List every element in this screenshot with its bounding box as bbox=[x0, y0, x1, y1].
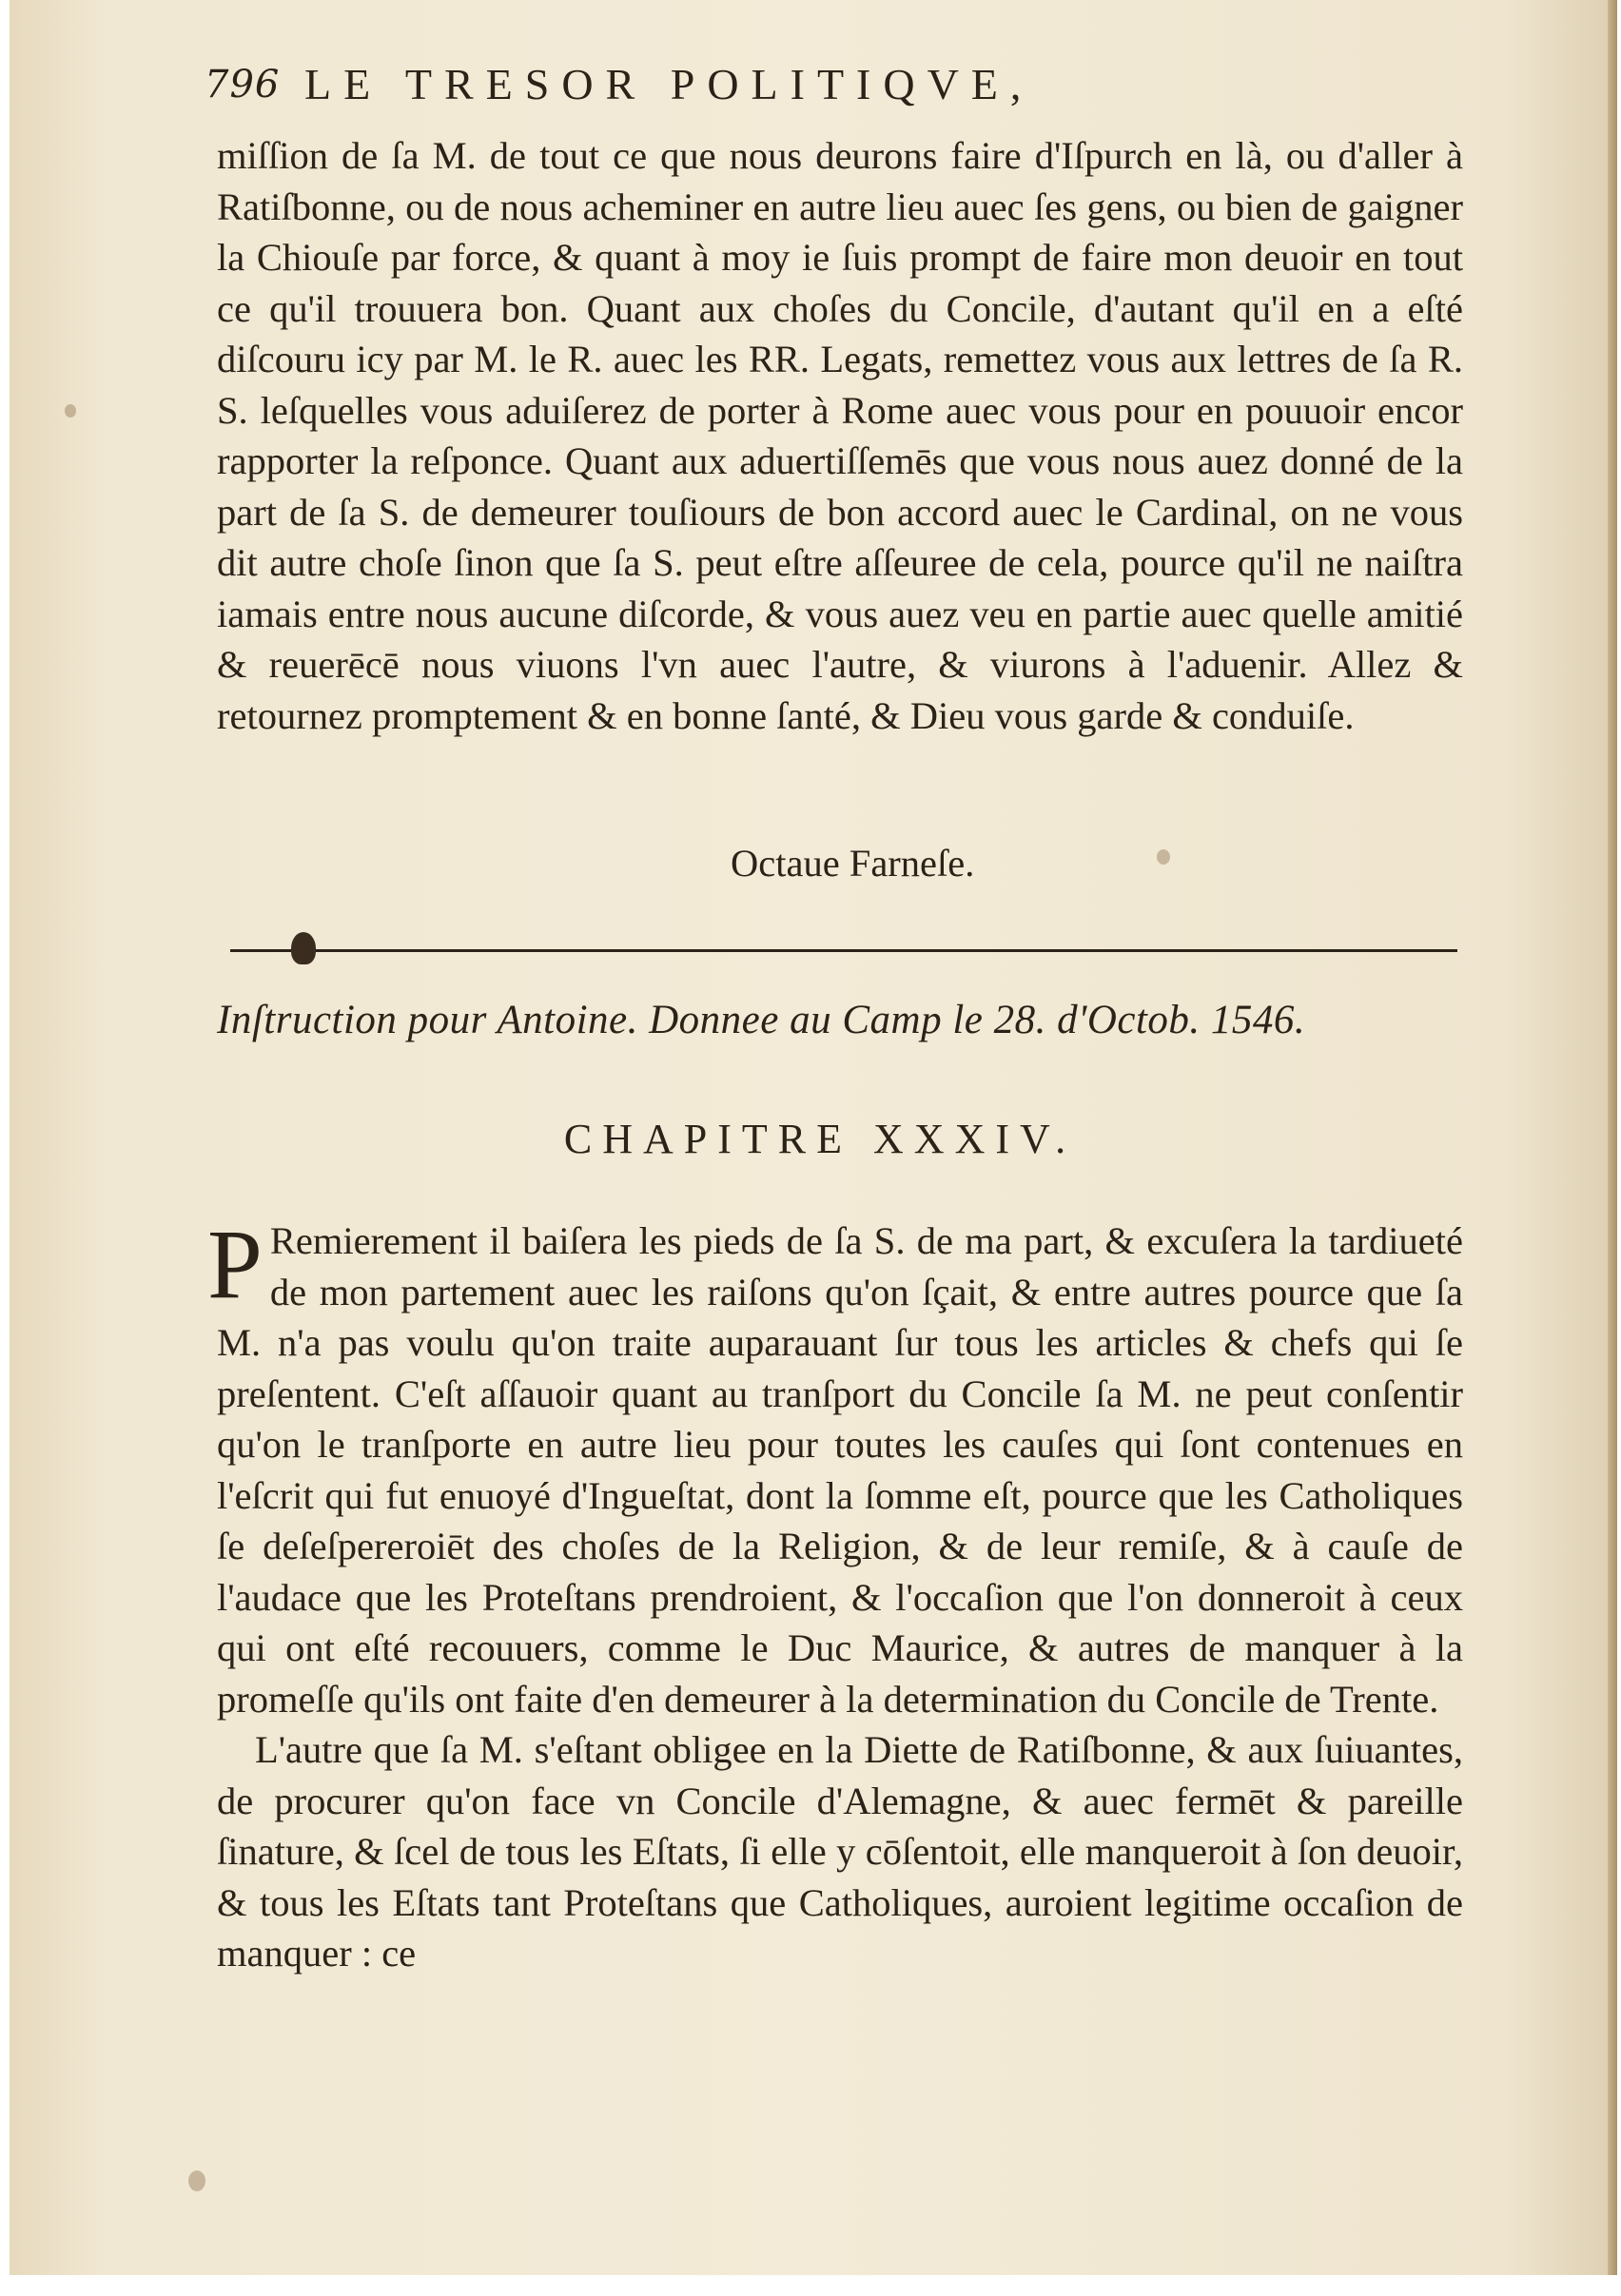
letter-paragraph: miſſion de ſa M. de tout ce que nous deurons faire d'Iſpurch en là, ou d'aller à Ratiſbonne, ou de nous acheminer en autre lieu auec ſes gens, ou bien de gaigner la Chiouſe par force, & quant à moy ie ſuis prompt de faire mon deuoir en tout ce qu'il trouuera bon. Quant aux choſes du Concile, d'autant qu'il en a eſté diſcouru icy par M. le R. auec les RR. Legats, remettez vous aux lettres de ſa R. S. leſquelles vous aduiſerez de porter à Rome auec vous pour en pouuoir encor rapporter la reſponce. Quant aux aduertiſſemēs que vous nous auez donné de la part de ſa S. de demeurer touſiours de bon accord auec le Cardinal, on ne vous dit autre choſe ſinon que ſa S. peut eſtre aſſeuree de cela, pource qu'il ne naiſtra iamais entre nous aucune diſcorde, & vous auez veu en partie auec quelle amitié & reuerēcē nous viuons l'vn auec l'autre, & viurons à l'aduenir. Allez & retournez promptement & en bonne ſanté, & Dieu vous garde & conduiſe. bbox=[217, 134, 1463, 737]
chapter-paragraph-1 bbox=[207, 1210, 1463, 1724]
chapter-heading: CHAPITRE XXXIV. bbox=[563, 1116, 1077, 1162]
signature-line bbox=[217, 841, 1463, 892]
paper-stain bbox=[65, 404, 76, 418]
paragraph-1-text: Remierement il baiſera les pieds de ſa S. de ma part, & excuſera la tardiueté de mon partement auec les raiſons qu'on ſçait, & entre autres pource que ſa M. n'a pas voulu qu'on traite auparauant ſur tous les articles & chefs qui ſe preſentent. C'eſt aſſauoir quant au tranſport du Concile ſa M. ne peut conſentir qu'on le tranſporte en autre lieu pour toutes les cauſes qui ſont contenues en l'eſcrit qui fut enuoyé d'Ingueſtat, dont la ſomme eſt, pource que les Catholiques ſe deſeſpereroiēt des choſes de la Religion, & de leur remiſe, & à cauſe de l'audace que les Proteſtans prendroient, & l'occaſion que l'on donneroit à ceux qui ont eſté recouuers, comme le Duc Maurice, & autres de manquer à la promeſſe qu'ils ont faite d'en demeurer à la determination du Concile de Trente. bbox=[217, 1219, 1463, 1721]
chapter-body bbox=[207, 1210, 1463, 1979]
ink-blot-ornament bbox=[291, 932, 316, 964]
instruction-title: Inſtruction pour Antoine. Donnee au Camp le 28. d'Octob. 1546. bbox=[217, 998, 1306, 1042]
letter-signer: Octaue Farneſe. bbox=[731, 842, 975, 885]
paper-stain bbox=[188, 2170, 205, 2191]
page-number: 796 bbox=[205, 63, 281, 107]
drop-cap: P bbox=[207, 1210, 263, 1319]
running-title: LE TRESOR POLITIQVE, bbox=[304, 60, 1034, 108]
page-header bbox=[205, 49, 1346, 135]
section-divider-rule bbox=[230, 949, 1457, 952]
chapter-paragraph-2: L'autre que ſa M. s'eſtant obligee en la Diette de Ratiſbonne, & aux ſuiuantes, de procurer qu'on face vn Concile d'Alemagne, & auec fermēt & pareille ſinature, & ſcel de tous les Eſtats, ſi elle y cōſentoit, elle manqueroit à ſon deuoir, & tous les Eſtats tant Proteſtans que Catholiques, auroient legitime occaſion de manquer : ce bbox=[217, 1728, 1463, 1975]
book-page bbox=[10, 0, 1617, 2275]
paper-stain bbox=[1157, 849, 1170, 865]
letter-text-block bbox=[217, 130, 1463, 741]
